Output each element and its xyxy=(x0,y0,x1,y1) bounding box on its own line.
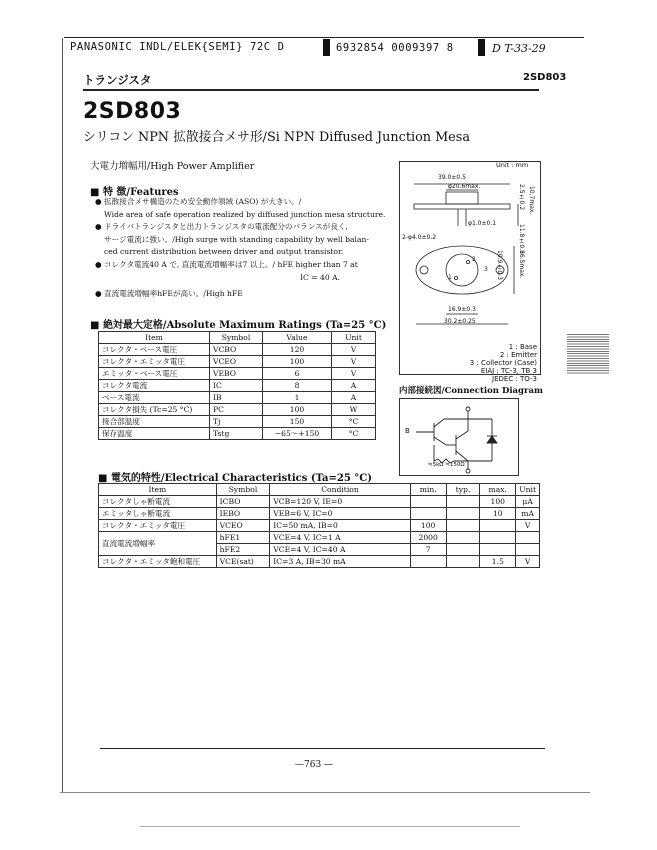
cell-unit: V xyxy=(516,520,540,532)
feature-line: ● コレクタ電流40 A で, 直流電流増幅率は7 以上。/ hFE higher than 7 at xyxy=(95,259,358,269)
feature-line: Wide area of safe operation realized by diffused junction mesa structure. xyxy=(104,209,386,219)
cell-value: 100 xyxy=(263,356,332,368)
pin-mark: 3 xyxy=(484,266,488,273)
cell-item: ベース電流 xyxy=(99,392,210,404)
cell-min xyxy=(410,508,446,520)
pin-line: 2 : Emitter xyxy=(499,351,537,359)
cell-item: コレクタ・エミッタ飽和電圧 xyxy=(99,556,217,568)
package-flange xyxy=(414,204,510,209)
feature-line: サージ電流に強い。/High surge with standing capability by well balan- xyxy=(104,234,369,244)
pin-line: EIAJ : TC-3, TB 3 xyxy=(480,367,537,375)
dim-label: 26.5max. xyxy=(518,250,525,279)
cell-unit: A xyxy=(332,380,376,392)
cell-unit: A xyxy=(332,392,376,404)
cell-typ xyxy=(446,508,480,520)
emitter-node xyxy=(466,469,470,473)
cell-symbol: Tstg xyxy=(210,428,263,440)
cell-symbol: PC xyxy=(210,404,263,416)
col-unit: Unit xyxy=(332,332,376,344)
table-row xyxy=(99,556,540,568)
pin-line: 3 : Collector (Case) xyxy=(469,359,537,367)
col-min: min. xyxy=(410,484,446,496)
q1-emitter xyxy=(434,437,446,445)
features-list xyxy=(95,196,395,301)
section-bullet-icon: ■ xyxy=(98,473,111,484)
col-value: Value xyxy=(263,332,332,344)
dim-label: 11.8±0.5 xyxy=(518,224,525,254)
cell-item: コレクタ・ベース電圧 xyxy=(99,344,210,356)
pin-assignment xyxy=(460,343,537,383)
resistor-network xyxy=(434,445,468,463)
cell-min: 100 xyxy=(410,520,446,532)
table-row xyxy=(99,520,540,532)
cell-value: 120 xyxy=(263,344,332,356)
feature-line: ● 直流電流増幅率hFEが高い。/High hFE xyxy=(95,289,243,299)
cell-min: 2000 xyxy=(410,532,446,544)
bottom-scan-line-2 xyxy=(140,826,520,827)
pin-line: JEDEC : TO-3 xyxy=(492,375,537,383)
cell-symbol: ICBO xyxy=(216,496,270,508)
cell-symbol: VCBO xyxy=(210,344,263,356)
cell-condition: VCB=120 V, IE=0 xyxy=(270,496,410,508)
cell-item: コレクタ・エミッタ電圧 xyxy=(99,520,217,532)
col-item: Item xyxy=(99,484,217,496)
dim-label: 2-φ4.0±0.2 xyxy=(402,234,437,241)
header-bar-mark xyxy=(323,39,330,56)
package-base-outline xyxy=(416,246,508,294)
cell-unit xyxy=(516,532,540,544)
table-row xyxy=(99,532,540,544)
cell-min: 7 xyxy=(410,544,446,556)
dim-label: 10.9±0.3 xyxy=(496,250,503,280)
feature-line: ● ドライバトランジスタと出力トランジスタの電流配分のバランスが良く, xyxy=(95,222,348,232)
cell-value: 6 xyxy=(263,368,332,380)
table-row xyxy=(99,496,540,508)
bottom-scan-line xyxy=(60,792,590,793)
footer-rule xyxy=(100,748,545,749)
feature-line: IC = 40 A. xyxy=(300,272,340,282)
handwritten-code: D T-33-29 xyxy=(492,42,546,55)
col-condition: Condition xyxy=(270,484,410,496)
dim-label: φ20.6max. xyxy=(448,183,481,190)
pin-2-dot xyxy=(466,260,469,263)
cell-unit: V xyxy=(516,556,540,568)
cell-item: エミッタしゃ断電流 xyxy=(99,508,217,520)
col-symbol: Symbol xyxy=(210,332,263,344)
table-header-row xyxy=(99,484,540,496)
cell-typ xyxy=(446,556,480,568)
header-bar-mark-2 xyxy=(478,39,485,56)
pin-line: 1 : Base xyxy=(508,343,537,351)
cell-value: 100 xyxy=(263,404,332,416)
elec-table xyxy=(98,483,540,568)
q1-collector xyxy=(434,419,444,427)
connection-heading: 内部接続図/Connection Diagram xyxy=(399,386,543,396)
table-row xyxy=(99,380,376,392)
table-row xyxy=(99,344,376,356)
dim-label: 10.7max. xyxy=(528,186,535,215)
table-row xyxy=(99,428,376,440)
cell-symbol: IC xyxy=(210,380,263,392)
dim-label: φ1.0±0.1 xyxy=(468,220,497,227)
diode-symbol xyxy=(487,436,497,443)
features-heading: ■ 特 徴/Features xyxy=(90,187,179,198)
resistor-label: ≒5kΩ ≒150Ω xyxy=(428,462,465,468)
scan-edge-stripe xyxy=(567,334,609,374)
device-subtitle: シリコン NPN 拡散接合メサ形/Si NPN Diffused Junction Mesa xyxy=(83,130,470,145)
cell-unit: V xyxy=(332,368,376,380)
cell-symbol: VCEO xyxy=(216,520,270,532)
dim-label: 39.0±0.5 xyxy=(438,174,466,181)
abs-max-table xyxy=(98,331,376,440)
cell-item: 保存温度 xyxy=(99,428,210,440)
top-margin-line xyxy=(64,37,584,38)
feature-line: ced current distribution between driver and output transistor. xyxy=(104,247,344,257)
cell-value: −65〜+150 xyxy=(263,428,332,440)
table-row xyxy=(99,356,376,368)
dim-label: 30.2±0.25 xyxy=(444,318,476,325)
cell-condition: IC=3 A, IB=30 mA xyxy=(270,556,410,568)
cell-value: 1 xyxy=(263,392,332,404)
base-label: B xyxy=(405,427,410,435)
abs-max-heading: ■ 絶対最大定格/Absolute Maximum Ratings (Ta=25 °C) xyxy=(90,320,387,331)
col-unit: Unit xyxy=(516,484,540,496)
cell-item: エミッタ・ベース電圧 xyxy=(99,368,210,380)
part-number-title: 2SD803 xyxy=(83,99,182,124)
collector-node xyxy=(466,407,470,411)
table-header-row xyxy=(99,332,376,344)
cell-item: 直流電流増幅率 xyxy=(99,532,217,556)
col-max: max. xyxy=(480,484,516,496)
section-bullet-icon: ■ xyxy=(90,187,103,198)
cell-symbol: hFE1 xyxy=(216,532,270,544)
feature-line: ● 拡散接合メサ構造のため安全動作領域 (ASO) が大きい。/ xyxy=(95,197,302,206)
table-row xyxy=(99,404,376,416)
table-row xyxy=(99,368,376,380)
cell-typ xyxy=(446,520,480,532)
cell-max: 10 xyxy=(480,508,516,520)
mounting-hole-left xyxy=(420,266,428,274)
cell-symbol: Tj xyxy=(210,416,263,428)
header-number: 6932854 0009397 8 xyxy=(336,42,454,54)
cell-symbol: VCEO xyxy=(210,356,263,368)
pin-mark: 1 xyxy=(448,274,452,281)
elec-heading: ■ 電気的特性/Electrical Characteristics (Ta=25 °C) xyxy=(98,473,373,484)
cell-max: 1.5 xyxy=(480,556,516,568)
col-symbol: Symbol xyxy=(216,484,270,496)
cell-symbol: hFE2 xyxy=(216,544,270,556)
cell-value: 150 xyxy=(263,416,332,428)
table-row xyxy=(99,508,540,520)
q2-collector xyxy=(456,431,468,439)
left-scan-edge xyxy=(62,38,63,793)
connection-diagram-box xyxy=(399,398,519,476)
dim-label: 16.9±0.3 xyxy=(448,306,476,313)
pin-1-dot xyxy=(454,276,457,279)
cell-condition: VCE=4 V, IC=40 A xyxy=(270,544,410,556)
cell-typ xyxy=(446,532,480,544)
cell-item: 接合部温度 xyxy=(99,416,210,428)
cell-unit: W xyxy=(332,404,376,416)
cell-unit: V xyxy=(332,344,376,356)
application-label: 大電力増幅用/High Power Amplifier xyxy=(90,161,255,172)
cell-unit: °C xyxy=(332,428,376,440)
cell-item: コレクタ電流 xyxy=(99,380,210,392)
col-typ: typ. xyxy=(446,484,480,496)
category-label: トランジスタ xyxy=(83,73,152,87)
table-row xyxy=(99,392,376,404)
cell-typ xyxy=(446,544,480,556)
cell-condition: IC=50 mA, IB=0 xyxy=(270,520,410,532)
header-code: PANASONIC INDL/ELEK{SEMI} 72C D xyxy=(70,41,285,53)
cell-item: コレクタ・エミッタ電圧 xyxy=(99,356,210,368)
cell-symbol: IEBO xyxy=(216,508,270,520)
section-bullet-icon: ■ xyxy=(90,320,103,331)
cell-condition: VEB=6 V, IC=0 xyxy=(270,508,410,520)
unit-label: Unit : mm xyxy=(496,161,529,169)
q2-emitter xyxy=(456,451,468,461)
cell-min xyxy=(410,556,446,568)
cell-symbol: VEBO xyxy=(210,368,263,380)
cell-unit: V xyxy=(332,356,376,368)
cell-unit: μA xyxy=(516,496,540,508)
cell-condition: VCE=4 V, IC=1 A xyxy=(270,532,410,544)
cell-typ xyxy=(446,496,480,508)
cell-symbol: IB xyxy=(210,392,263,404)
cell-unit: °C xyxy=(332,416,376,428)
part-number-small: 2SD803 xyxy=(523,72,567,83)
cell-value: 8 xyxy=(263,380,332,392)
cell-max xyxy=(480,544,516,556)
package-cap xyxy=(446,192,478,204)
cell-unit: mA xyxy=(516,508,540,520)
dim-label: 2.5±0.2 xyxy=(518,184,525,211)
cell-min xyxy=(410,496,446,508)
pin-mark: 2 xyxy=(472,256,476,263)
cell-max xyxy=(480,520,516,532)
table-row xyxy=(99,416,376,428)
cell-unit xyxy=(516,544,540,556)
cell-max: 100 xyxy=(480,496,516,508)
header-rule xyxy=(83,89,539,91)
cell-symbol: VCE(sat) xyxy=(216,556,270,568)
cell-max xyxy=(480,532,516,544)
page-number: —763 — xyxy=(295,760,334,770)
cell-item: コレクタ損失 (Tc=25 °C) xyxy=(99,404,210,416)
cell-item: コレクタしゃ断電流 xyxy=(99,496,217,508)
col-item: Item xyxy=(99,332,210,344)
